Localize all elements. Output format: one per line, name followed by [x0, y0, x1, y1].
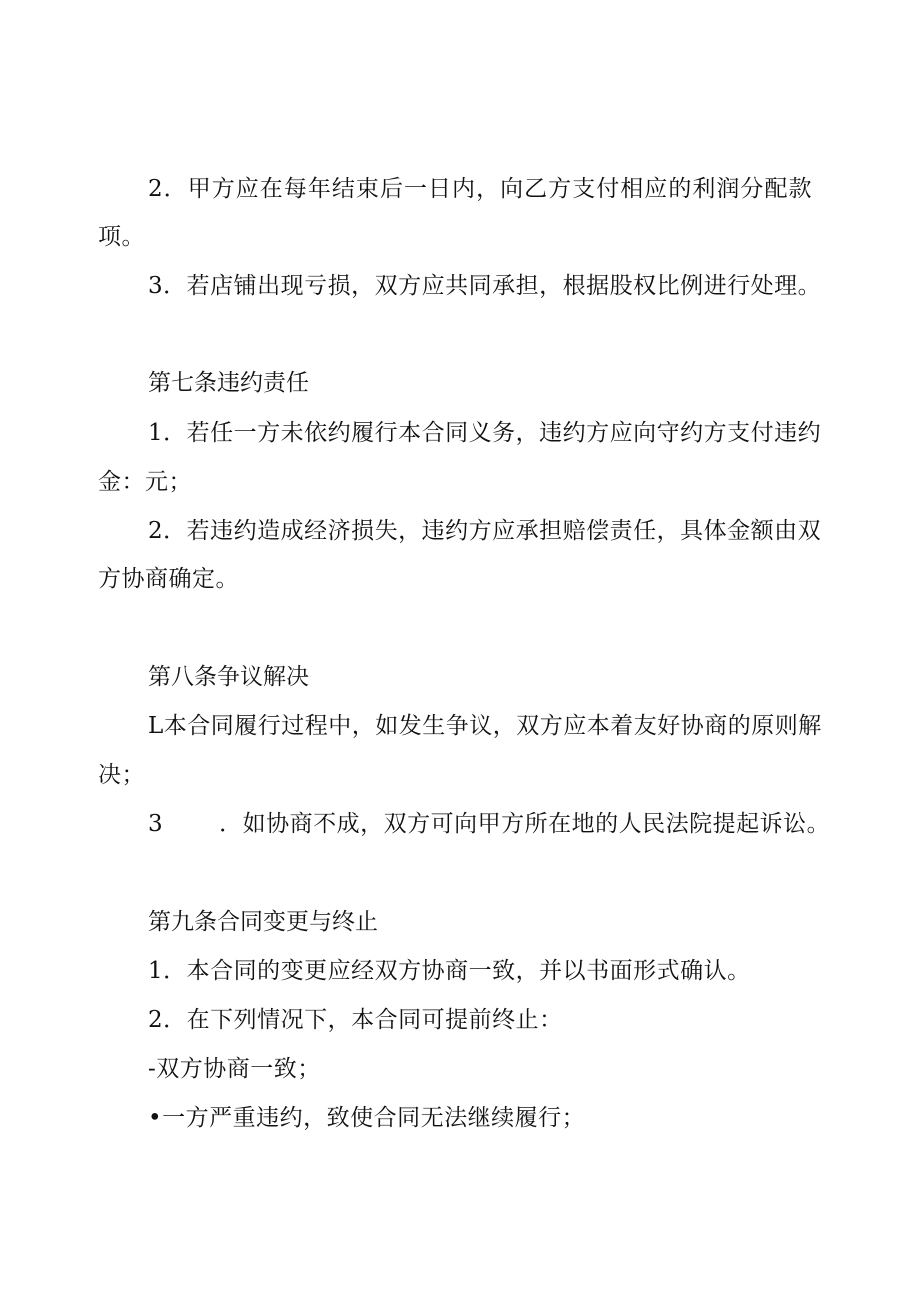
- breach-item-1-line-2: 金：元；: [98, 469, 192, 495]
- change-bullet-1: -双方协商一致；: [148, 1056, 321, 1082]
- profit-item-3: 3．若店铺出现亏损，双方应共同承担，根据股权比例进行处理。: [148, 273, 822, 299]
- dispute-item-3-number: 3: [148, 811, 164, 837]
- change-item-1: 1．本合同的变更应经双方协商一致，并以书面形式确认。: [148, 958, 751, 984]
- article-9-heading: 第九条合同变更与终止: [148, 909, 378, 935]
- article-7-heading: 第七条违约责任: [148, 370, 309, 396]
- dispute-item-1-line-1: L本合同履行过程中，如发生争议，双方应本着友好协商的原则解: [148, 713, 822, 739]
- breach-item-2-line-2: 方协商确定。: [98, 566, 239, 592]
- breach-item-2-line-1: 2．若违约造成经济损失，违约方应承担赔偿责任，具体金额由双: [148, 518, 822, 544]
- change-item-2: 2．在下列情况下，本合同可提前终止：: [148, 1007, 563, 1033]
- profit-item-2-line-2: 项。: [98, 224, 145, 250]
- profit-item-2-line-1: 2．甲方应在每年结束后一日内，向乙方支付相应的利润分配款: [148, 176, 812, 202]
- dispute-item-1-line-2: 决；: [98, 762, 145, 788]
- breach-item-1-line-1: 1．若任一方未依约履行本合同义务，违约方应向守约方支付违约: [148, 420, 822, 446]
- article-8-heading: 第八条争议解决: [148, 664, 309, 690]
- dispute-item-3-text: ．如协商不成，双方可向甲方所在地的人民法院提起诉讼。: [219, 811, 831, 837]
- change-bullet-2: •一方严重违约，致使合同无法继续履行；: [148, 1105, 586, 1131]
- dispute-item-3: [148, 809, 830, 839]
